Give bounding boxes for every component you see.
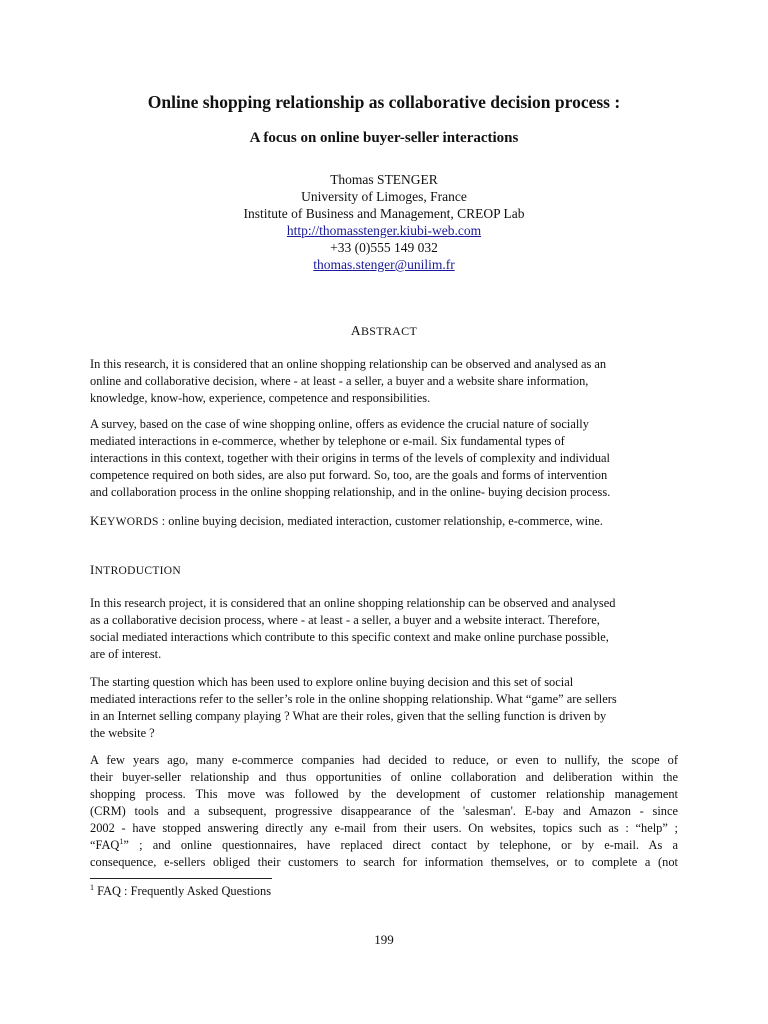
keywords-text: : online buying decision, mediated interaction, customer relationship, e-commerce, wine. bbox=[158, 514, 603, 528]
introduction-heading: INTRODUCTION bbox=[90, 562, 181, 577]
keywords-line bbox=[90, 513, 603, 529]
footnote-ref: 1 bbox=[119, 836, 124, 846]
author-university: University of Limoges, France bbox=[301, 189, 467, 204]
author-website-row bbox=[0, 222, 768, 240]
faq-line: “FAQ$^1$” ; and online questionnaires, have replaced direct contact by telephone, or by e-mail. As a bbox=[90, 836, 678, 852]
author-email-link[interactable]: thomas.stenger@unilim.fr bbox=[313, 257, 455, 272]
introduction-paragraph-1: In this research project, it is considered that an online shopping relationship can be observed and analysed as a collaborative decision process, where - at least - a seller, a buyer and a website interact. Therefore, social mediated interactions which contribute to this specific context and make online purchase possible, are of interest. bbox=[90, 596, 616, 661]
author-phone: +33 (0)555 149 032 bbox=[330, 240, 438, 255]
page-number: 199 bbox=[374, 932, 394, 947]
footnote: $^1$ FAQ : Frequently Asked Questions bbox=[90, 882, 272, 898]
paper-subtitle: A focus on online buyer-seller interactions bbox=[249, 130, 519, 146]
abstract-heading: ABSTRACT bbox=[350, 323, 418, 338]
paper-title: Online shopping relationship as collaborative decision process : bbox=[147, 92, 621, 112]
author-email-row bbox=[0, 256, 768, 274]
keywords-label: KEYWORDS bbox=[90, 513, 159, 528]
author-name: Thomas STENGER bbox=[330, 172, 438, 187]
author-website-link[interactable]: http://thomasstenger.kiubi-web.com bbox=[286, 223, 482, 238]
footnote-separator bbox=[90, 878, 272, 879]
introduction-paragraph-2: The starting question which has been used to explore online buying decision and this set of social mediated interactions refer to the seller’s role in the online shopping relationship. What “game” are sellers in an Internet selling company playing ? What are their roles, given that the selling function is driven by the website ? bbox=[90, 675, 617, 740]
author-institute: Institute of Business and Management, CREOP Lab bbox=[243, 206, 525, 221]
introduction-paragraph-3: A few years ago, many e-commerce companies had decided to reduce, or even to nullify, the scope of their buyer-seller relationship and thus opportunities of online collaboration and deliberation within the shopping process. This move was followed by the development of customer relationship management (CRM) tools and a subsequent, progressive disappearance of the 'salesman'. E-bay and Amazon - since 2002 - have stopped answering directly any e-mail from their users. On websites, topics such as : “help” ; “FAQ$^1$” ; and online questionnaires, have replaced direct contact by telephone, or by e-mail. As a consequence, e-sellers obliged their customers to search for information themselves, or to complete a (not bbox=[90, 753, 678, 869]
abstract-paragraph-2: A survey, based on the case of wine shopping online, offers as evidence the crucial nature of socially mediated interactions in e-commerce, whether by telephone or e-mail. Six fundamental types of interactions in this context, together with their origins in terms of the levels of complexity and individual competence required on both sides, are also put forward. So, too, are the goals and forms of intervention and collaboration process in the online shopping relationship, and in the online- buying decision process. bbox=[90, 417, 611, 499]
abstract-paragraph-1: In this research, it is considered that an online shopping relationship can be observed and analysed as an online and collaborative decision, where - at least - a seller, a buyer and a website share information, knowledge, know-how, experience, competence and responsibilities. bbox=[90, 357, 607, 405]
